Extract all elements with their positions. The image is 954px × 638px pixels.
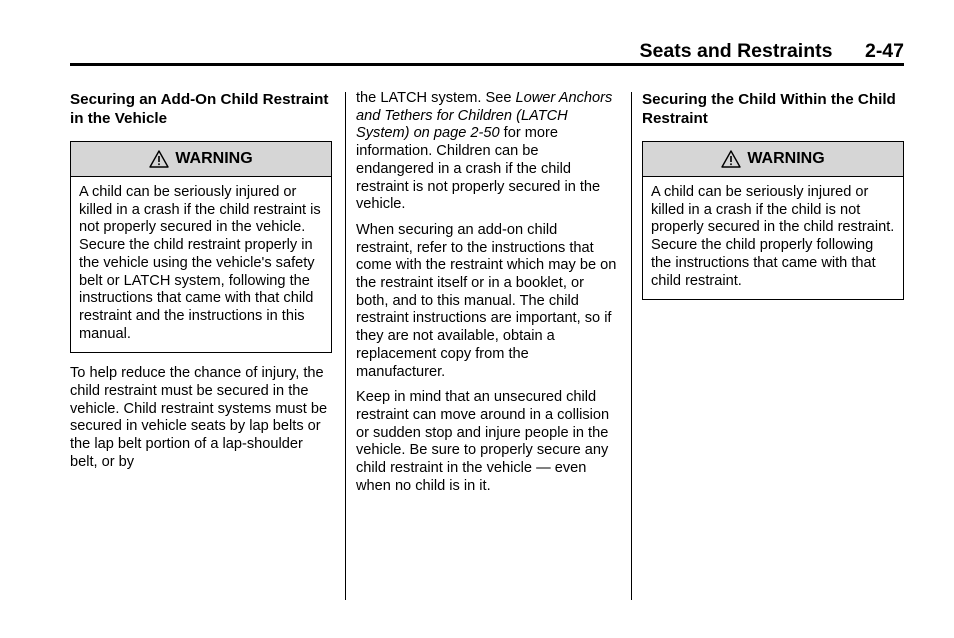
section-heading: Securing an Add-On Child Restraint in the Vehicle [70,91,329,127]
body-text: the LATCH system. See [356,90,516,106]
cross-reference-link[interactable]: Lower Anchors and Tethers for Children (LATCH System) on page 2-50 [356,90,613,142]
column-right [642,90,904,312]
column-divider [631,92,632,600]
warning-text: A child can be seriously injured or killed in a crash if the child is not properly secured in the child restraint. Secure the child properly following the instructions that came with that child restraint. [651,184,895,289]
warning-triangle-icon [721,150,741,168]
warning-title: WARNING [747,150,825,168]
warning-box [642,141,904,300]
column-divider [345,92,346,600]
warning-triangle-icon [149,150,169,168]
warning-header [643,142,903,177]
warning-title: WARNING [175,150,253,168]
page-header [70,38,904,64]
body-paragraph: To help reduce the chance of injury, the child restraint must be secured in the vehicle. Child restraint systems must be secured in vehicle seats by lap belts or the lap belt portion of a lap-shoulder belt, or by [70,365,328,470]
body-paragraph: Keep in mind that an unsecured child restraint can move around in a collision or sudden stop and injure people in the vehicle. Be sure to properly secure any child restraint in the vehicle — even when no child is in it. [356,389,610,494]
section-title: Seats and Restraints [639,40,833,62]
page-number: 2-47 [864,40,904,62]
header-rule [70,63,904,66]
warning-text: A child can be seriously injured or killed in a crash if the child restraint is not properly secured in the vehicle. Secure the child restraint properly in the vehicle using the vehicle's safety belt or LATCH system, following the instructions that came with that child restraint and the instructions in this manual. [79,184,321,342]
body-paragraph [356,90,618,214]
section-heading: Securing the Child Within the Child Restraint [642,91,896,127]
running-header [640,40,904,63]
column-left [70,90,332,480]
body-text: for more information. Children can be endangered in a crash if the child restraint is not properly secured in the vehicle. [356,125,601,213]
warning-box [70,141,332,353]
body-paragraph: When securing an add-on child restraint, refer to the instructions that come with the restraint which may be on the restraint itself or in a booklet, or both, and to this manual. The child restraint instructions are important, so if they are not available, obtain a replacement copy from the manufacturer. [356,221,617,380]
warning-header [71,142,331,177]
column-middle [356,90,618,503]
